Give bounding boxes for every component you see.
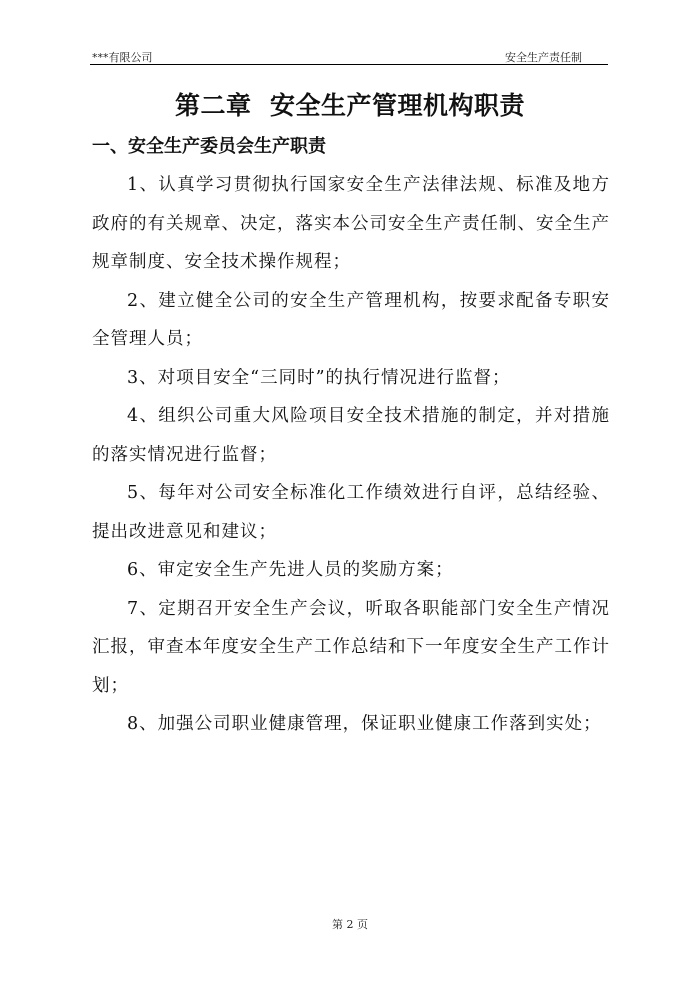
page-number: 第 2 页 [332,918,368,931]
list-item: 6、审定安全生产先进人员的奖励方案； [127,560,454,580]
list-item: 7、定期召开安全生产会议，听取各职能部门安全生产情况汇报，审查本年度安全生产工作总结和下一年度安全生产工作计划； [92,598,610,696]
header-company-name: ***有限公司 [92,51,153,64]
header-document-title: 安全生产责任制 [505,51,582,64]
section-title: 一、安全生产委员会生产职责 [92,136,326,157]
list-item: 5、每年对公司安全标准化工作绩效进行自评，总结经验、提出改进意见和建议； [92,483,610,542]
responsibilities-list [92,166,610,744]
list-item: 4、组织公司重大风险项目安全技术措施的制定，并对措施的落实情况进行监督； [92,406,610,465]
page-header [90,44,608,65]
list-item: 8、加强公司职业健康管理，保证职业健康工作落到实处； [127,714,602,734]
list-item: 1、认真学习贯彻执行国家安全生产法律法规、标准及地方政府的有关规章、决定，落实本公司安全生产责任制、安全生产规章制度、安全技术操作规程； [92,175,610,272]
list-item: 2、建立健全公司的安全生产管理机构，按要求配备专职安全管理人员； [92,290,610,349]
list-item: 3、对项目安全“三同时”的执行情况进行监督； [127,367,511,388]
chapter-title: 第二章 安全生产管理机构职责 [175,91,525,120]
